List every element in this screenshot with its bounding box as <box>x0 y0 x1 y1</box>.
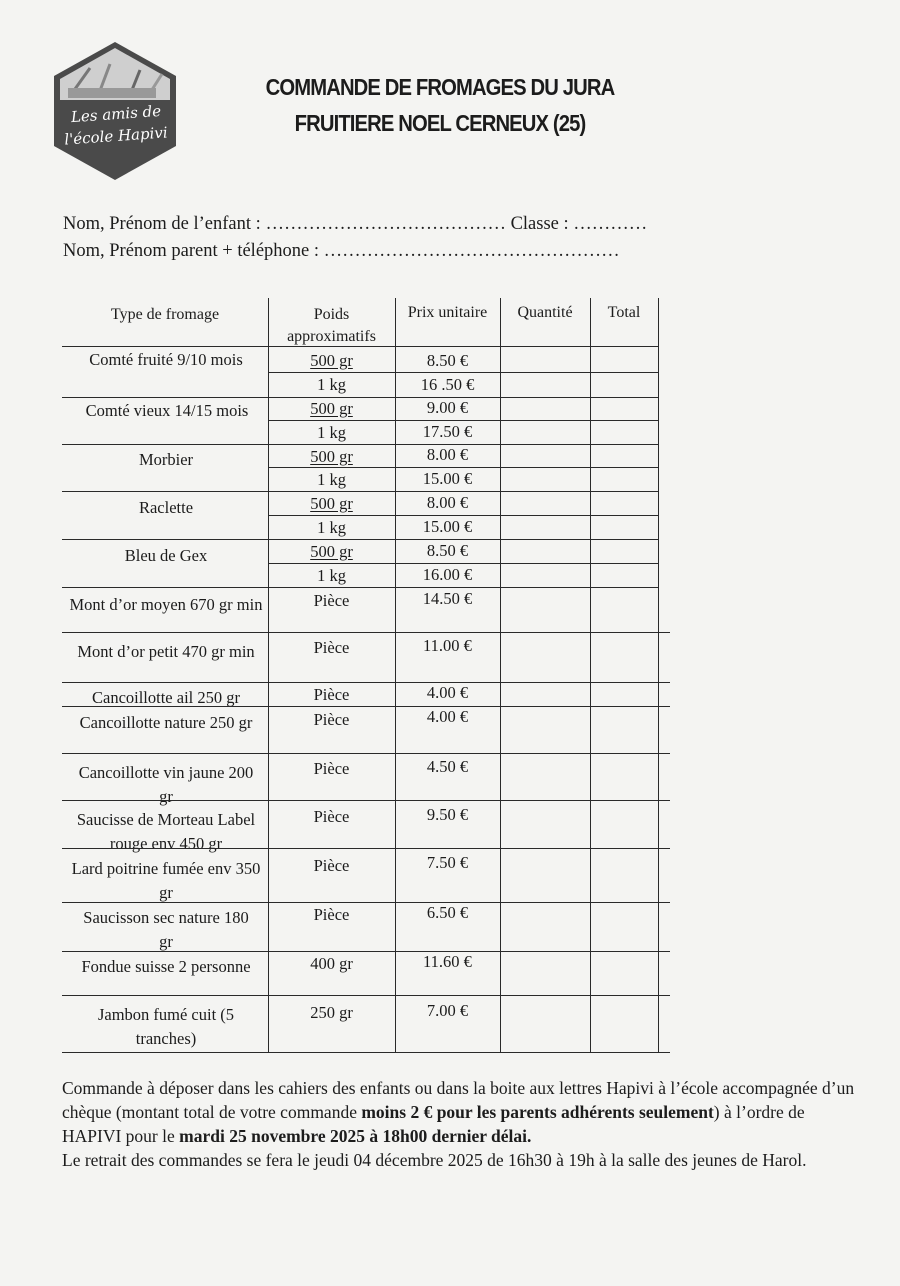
header-type: Type de fromage <box>110 306 220 323</box>
product-price: 9.00 € <box>426 398 469 417</box>
child-name-line <box>63 214 647 235</box>
instructions-line-2: chèque (montant total de votre commande moins 2 € pour les parents adhérents seulement) à l’ordre de <box>62 1102 805 1122</box>
product-name: Mont d’or moyen 670 gr min <box>69 595 263 614</box>
logo-text-line2: l'école Hapivi <box>63 123 169 149</box>
product-name: Lard poitrine fumée env 350 gr <box>71 859 261 902</box>
parent-name-line <box>63 241 620 262</box>
product-price: 8.50 € <box>426 541 469 560</box>
product-price: 4.50 € <box>426 757 469 776</box>
product-name: Cancoillotte vin jaune 200 gr <box>78 763 254 806</box>
product-weight: 500 gr <box>310 542 353 561</box>
product-price: 8.00 € <box>426 493 469 512</box>
product-price: 9.50 € <box>426 805 469 824</box>
product-price: 15.00 € <box>422 517 473 536</box>
product-name: Bleu de Gex <box>124 546 208 565</box>
product-price: 8.00 € <box>426 445 469 464</box>
header-quantity: Quantité <box>517 304 573 321</box>
instructions-line-1: Commande à déposer dans les cahiers des enfants ou dans la boite aux lettres Hapivi à l’école accompagnée d’un <box>62 1078 855 1098</box>
product-price: 7.00 € <box>426 1001 469 1020</box>
product-name: Saucisson sec nature 180 gr <box>83 908 249 951</box>
order-table <box>62 298 670 1053</box>
header-price: Prix unitaire <box>407 304 488 321</box>
product-price: 4.00 € <box>426 683 469 702</box>
product-name: Comté fruité 9/10 mois <box>89 350 243 369</box>
instructions-line-3: HAPIVI pour le mardi 25 novembre 2025 à 18h00 dernier délai. <box>62 1126 532 1146</box>
product-name: Cancoillotte nature 250 gr <box>79 713 253 732</box>
product-name: Mont d’or petit 470 gr min <box>77 642 255 661</box>
product-name: Saucisse de Morteau Label rouge env 450 gr <box>76 810 256 853</box>
product-price: 17.50 € <box>422 422 473 441</box>
product-weight: 1 kg <box>317 423 346 442</box>
product-weight: Pièce <box>313 856 350 875</box>
product-name: Cancoillotte ail 250 gr <box>91 688 240 707</box>
product-weight: 500 gr <box>310 351 353 370</box>
school-logo <box>50 40 180 182</box>
product-weight: 1 kg <box>317 375 346 394</box>
header-total: Total <box>607 304 641 321</box>
page-title: COMMANDE DE FROMAGES DU JURA <box>265 74 615 100</box>
product-name: Jambon fumé cuit (5 tranches) <box>97 1005 235 1048</box>
product-weight: 500 gr <box>310 447 353 466</box>
product-price: 14.50 € <box>422 589 473 608</box>
product-weight: Pièce <box>313 807 350 826</box>
child-name-label: Nom, Prénom de l’enfant : <box>63 214 266 234</box>
header-weight-2: approximatifs <box>287 328 376 345</box>
product-weight: 1 kg <box>317 518 346 537</box>
product-price: 11.60 € <box>423 952 472 971</box>
page-subtitle: FRUITIERE NOEL CERNEUX (25) <box>294 110 586 136</box>
product-weight: Pièce <box>313 759 350 778</box>
product-price: 8.50 € <box>426 351 469 370</box>
header-weight-1: Poids <box>313 306 350 323</box>
order-instructions <box>62 1076 900 1172</box>
product-weight: 500 gr <box>310 494 353 513</box>
class-field[interactable]: ………… <box>573 214 648 234</box>
product-price: 6.50 € <box>426 903 469 922</box>
product-weight: 500 gr <box>310 399 353 418</box>
child-name-field[interactable]: ………………………………… <box>265 214 506 234</box>
product-price: 7.50 € <box>426 853 469 872</box>
parent-name-field[interactable]: ………………………………………… <box>323 241 620 261</box>
pickup-info: Le retrait des commandes se fera le jeudi 04 décembre 2025 de 16h30 à 19h à la salle des jeunes de Harol. <box>62 1150 807 1170</box>
product-price: 16.00 € <box>422 565 473 584</box>
product-name: Fondue suisse 2 personne <box>81 957 251 976</box>
parent-name-label: Nom, Prénom parent + téléphone : <box>63 241 324 261</box>
product-weight: 1 kg <box>317 566 346 585</box>
product-weight: Pièce <box>313 685 350 704</box>
product-price: 4.00 € <box>426 707 469 726</box>
product-price: 15.00 € <box>422 469 473 488</box>
product-name: Comté vieux 14/15 mois <box>85 401 249 420</box>
product-weight: Pièce <box>313 591 350 610</box>
product-weight: 400 gr <box>310 954 353 973</box>
product-weight: Pièce <box>313 905 350 924</box>
logo-text-line1: Les amis de <box>70 101 162 127</box>
product-price: 11.00 € <box>423 636 472 655</box>
product-price: 16 .50 € <box>420 375 475 394</box>
product-name: Morbier <box>138 450 194 469</box>
class-label: Classe : <box>505 214 574 234</box>
product-weight: Pièce <box>313 710 350 729</box>
product-weight: 250 gr <box>310 1003 353 1022</box>
product-weight: Pièce <box>313 638 350 657</box>
product-name: Raclette <box>138 498 194 517</box>
product-weight: 1 kg <box>317 470 346 489</box>
